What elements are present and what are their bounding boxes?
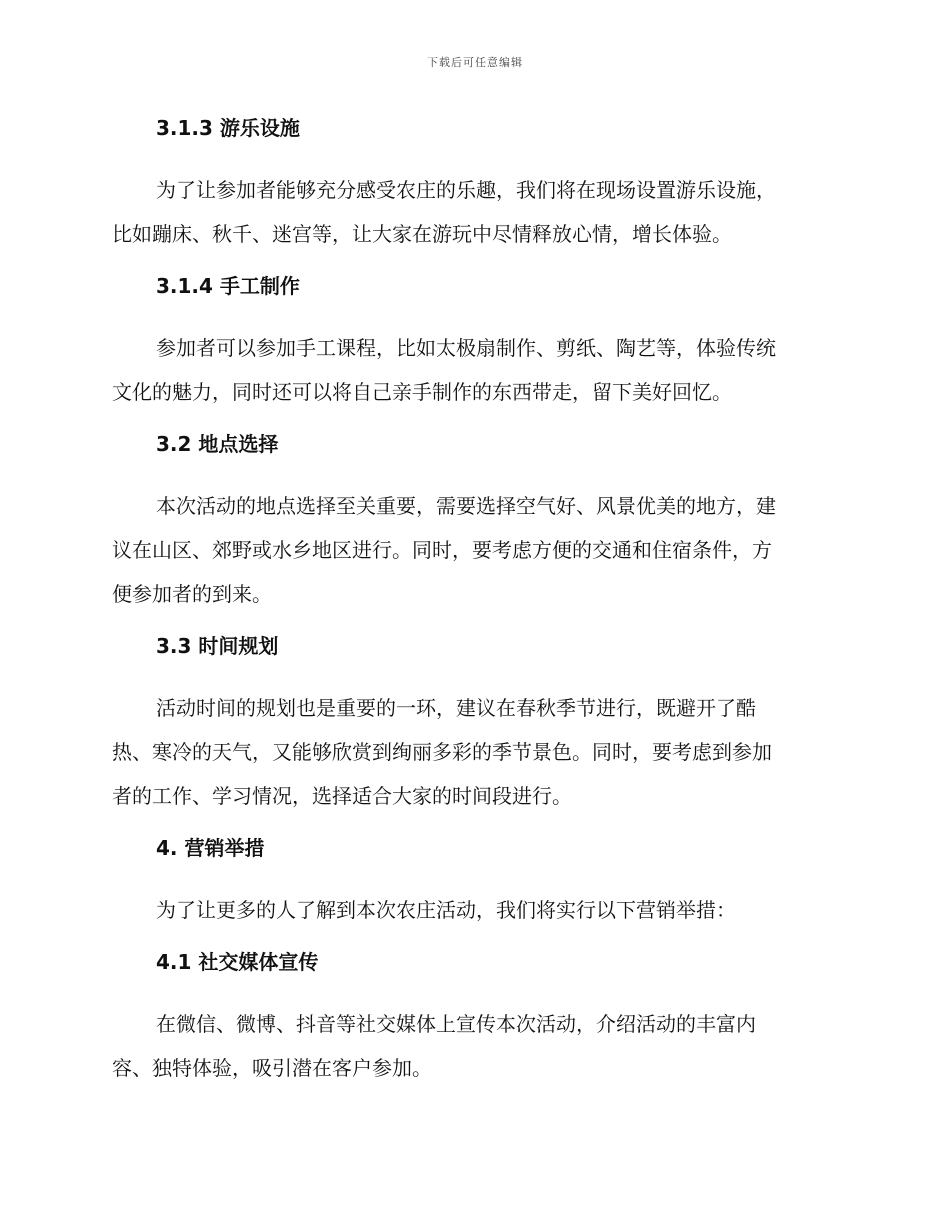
document-body (112, 112, 832, 1104)
section-3-1-3 (112, 112, 832, 256)
section-4 (112, 832, 832, 932)
section-heading: 3.3 时间规划 (156, 634, 279, 658)
paragraph-line: 议在山区、郊野或水乡地区进行。同时，要考虑方便的交通和住宿条件，方 (112, 538, 772, 562)
paragraph-line: 活动时间的规划也是重要的一环，建议在春秋季节进行，既避开了酷 (156, 696, 756, 720)
paragraph-line: 容、独特体验，吸引潜在客户参加。 (112, 1056, 432, 1080)
section-heading: 3.1.3 游乐设施 (156, 116, 300, 140)
paragraph-line: 本次活动的地点选择至关重要，需要选择空气好、风景优美的地方，建 (156, 494, 776, 518)
paragraph-line: 为了让参加者能够充分感受农庄的乐趣，我们将在现场设置游乐设施， (156, 178, 776, 202)
paragraph (112, 1002, 832, 1090)
page-header: 下载后可任意编辑 (427, 56, 523, 69)
paragraph-line: 为了让更多的人了解到本次农庄活动，我们将实行以下营销举措： (156, 898, 736, 922)
paragraph (112, 686, 832, 818)
section-heading: 4. 营销举措 (156, 836, 265, 860)
paragraph-line: 比如蹦床、秋千、迷宫等，让大家在游玩中尽情释放心情，增长体验。 (112, 222, 732, 246)
section-3-2 (112, 428, 832, 616)
paragraph (112, 326, 832, 414)
paragraph-line: 者的工作、学习情况，选择适合大家的时间段进行。 (112, 784, 572, 808)
section-4-1 (112, 946, 832, 1090)
paragraph-line: 文化的魅力，同时还可以将自己亲手制作的东西带走，留下美好回忆。 (112, 380, 732, 404)
paragraph-line: 在微信、微博、抖音等社交媒体上宣传本次活动，介绍活动的丰富内 (156, 1012, 756, 1036)
paragraph (112, 168, 832, 256)
section-3-3 (112, 630, 832, 818)
paragraph (112, 484, 832, 616)
section-heading: 3.1.4 手工制作 (156, 274, 300, 298)
paragraph-line: 热、寒冷的天气，又能够欣赏到绚丽多彩的季节景色。同时，要考虑到参加 (112, 740, 772, 764)
section-heading: 4.1 社交媒体宣传 (156, 950, 319, 974)
paragraph (112, 888, 832, 932)
paragraph-line: 参加者可以参加手工课程，比如太极扇制作、剪纸、陶艺等，体验传统 (156, 336, 776, 360)
section-3-1-4 (112, 270, 832, 414)
section-heading: 3.2 地点选择 (156, 432, 279, 456)
paragraph-line: 便参加者的到来。 (112, 582, 272, 606)
